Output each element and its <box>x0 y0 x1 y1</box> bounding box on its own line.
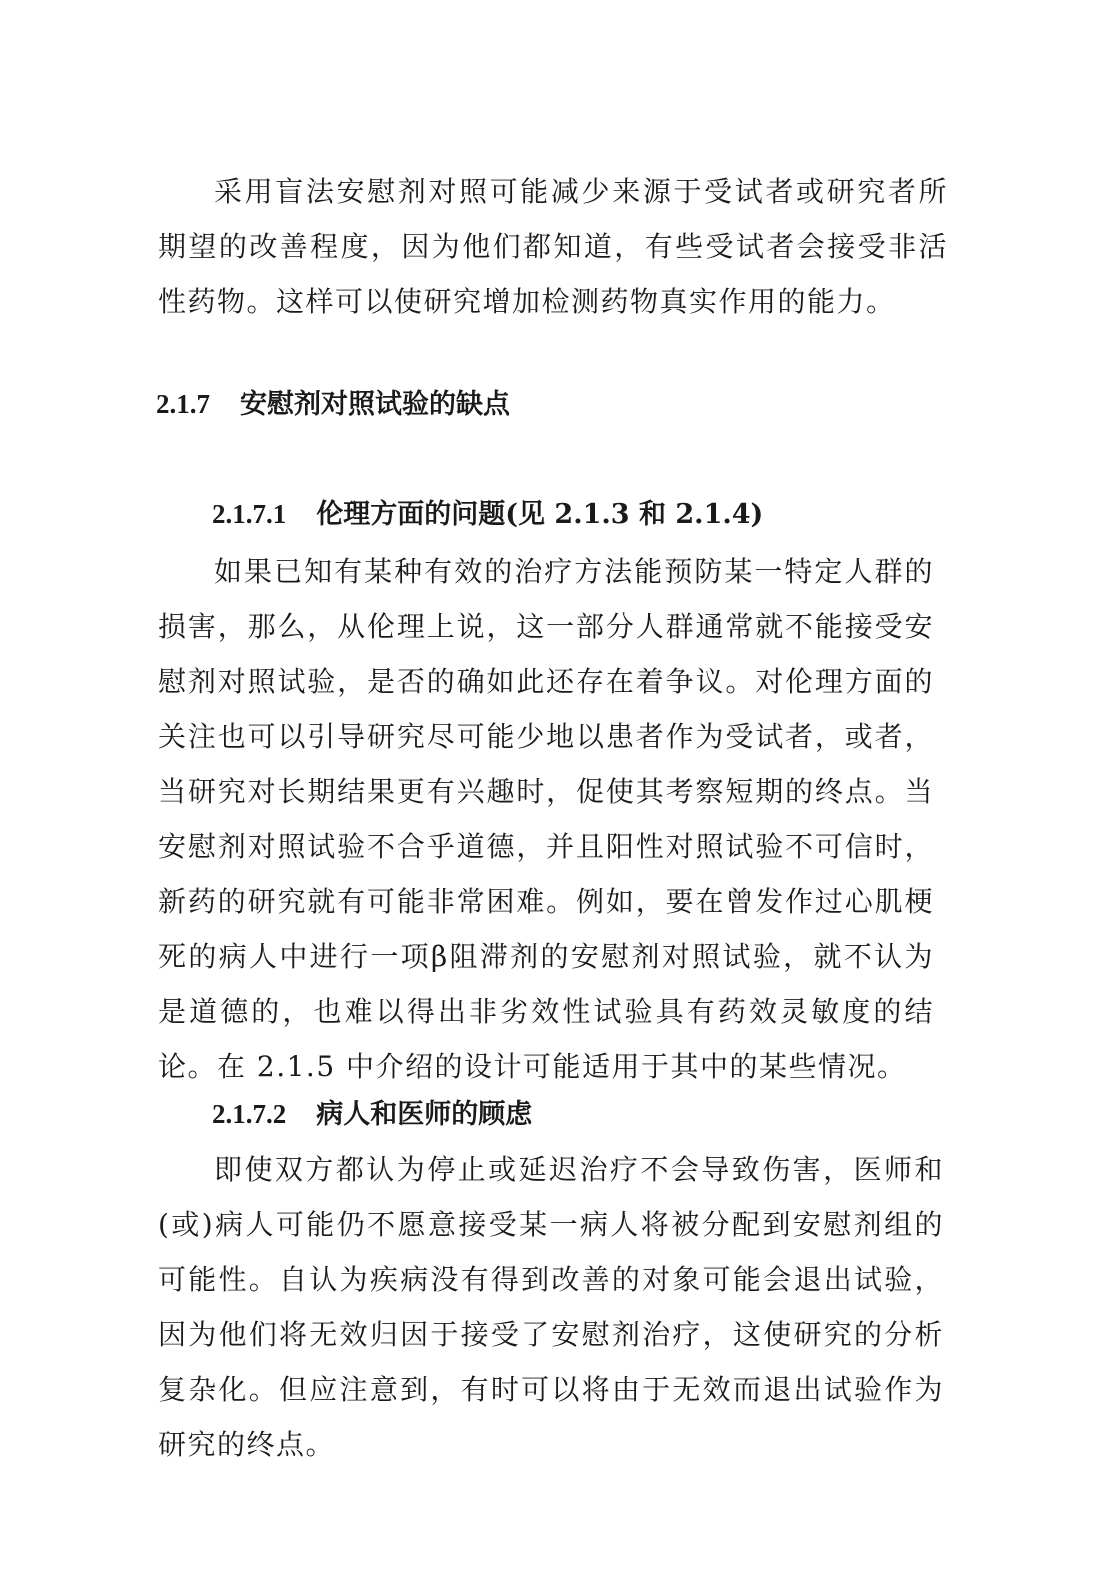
concerns-paragraph: 即使双方都认为停止或延迟治疗不会导致伤害，医师和(或)病人可能仍不愿意接受某一病人将被分配到安慰剂组的可能性。自认为疾病没有得到改善的对象可能会退出试验，因为他们将无效归因于接受了安慰剂治疗，这使研究的分析复杂化。但应注意到，有时可以将由于无效而退出试验作为研究的终点。 <box>158 1153 944 1461</box>
subsection-heading-2-1-7-1 <box>212 494 763 535</box>
section-number: 2.1.7 <box>156 389 210 419</box>
subsection-number: 2.1.7.2 <box>212 1099 287 1129</box>
subsection-number: 2.1.7.1 <box>212 499 287 529</box>
section-heading-2-1-7 <box>156 384 510 425</box>
subsection-heading-2-1-7-2 <box>212 1094 532 1135</box>
ethics-paragraph: 如果已知有某种有效的治疗方法能预防某一特定人群的损害，那么，从伦理上说，这一部分人群通常就不能接受安慰剂对照试验，是否的确如此还存在着争议。对伦理方面的关注也可以引导研究尽可能少地以患者作为受试者，或者，当研究对长期结果更有兴趣时，促使其考察短期的终点。当安慰剂对照试验不合乎道德，并且阳性对照试验不可信时，新药的研究就有可能非常困难。例如，要在曾发作过心肌梗死的病人中进行一项β阻滞剂的安慰剂对照试验，就不认为是道德的，也难以得出非劣效性试验具有药效灵敏度的结论。在 2.1.5 中介绍的设计可能适用于其中的某些情况。 <box>158 555 934 1083</box>
section-title: 安慰剂对照试验的缺点 <box>240 389 510 420</box>
intro-paragraph: 采用盲法安慰剂对照可能减少来源于受试者或研究者所期望的改善程度，因为他们都知道，有些受试者会接受非活性药物。这样可以使研究增加检测药物真实作用的能力。 <box>158 175 948 318</box>
subsection-title: 伦理方面的问题(见 2.1.3 和 2.1.4) <box>316 499 764 530</box>
subsection-title: 病人和医师的顾虑 <box>316 1099 533 1130</box>
